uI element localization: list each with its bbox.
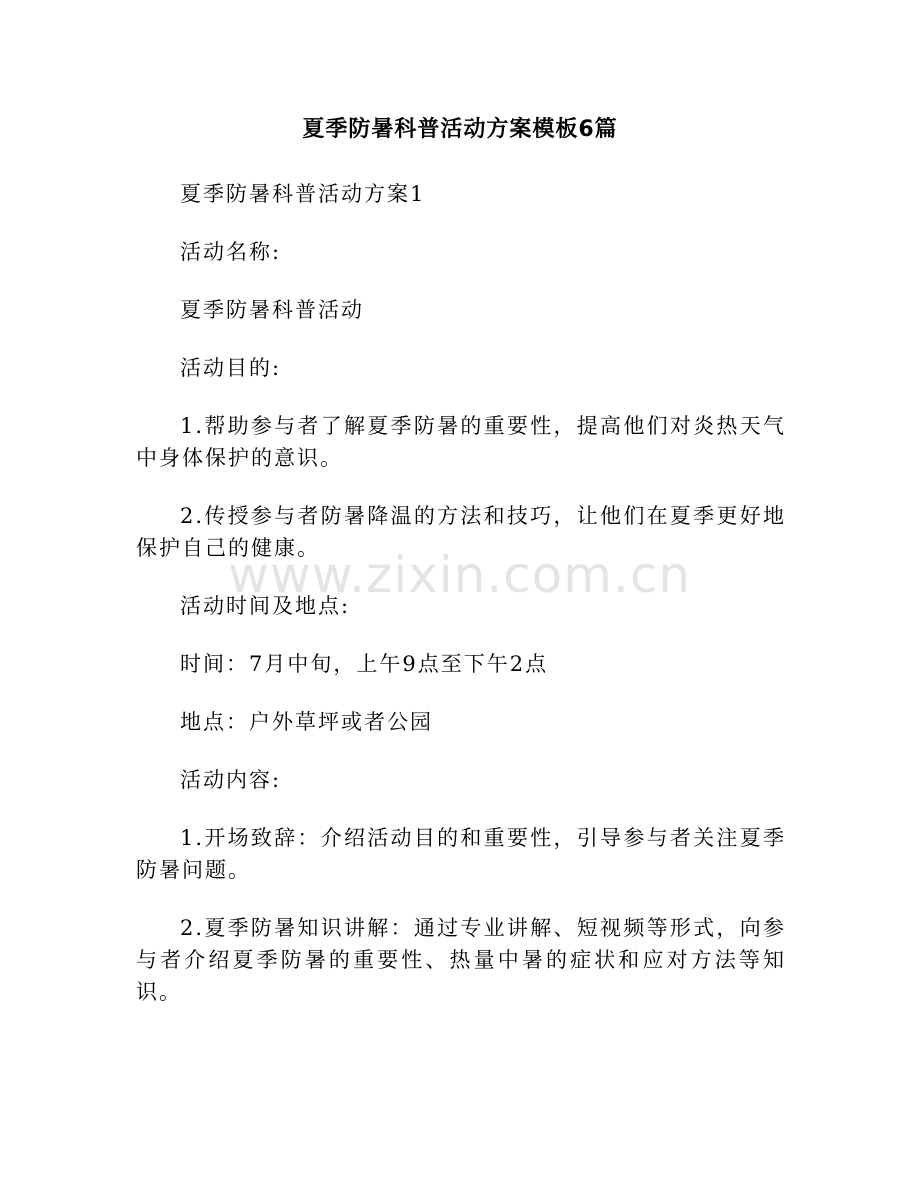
- paragraph: 1.帮助参与者了解夏季防暑的重要性，提高他们对炎热天气中身体保护的意识。: [136, 414, 786, 470]
- paragraph: 活动名称:: [180, 240, 282, 264]
- document-body: [136, 178, 786, 1034]
- watermark: www.zixin.com.cn: [228, 546, 692, 604]
- paragraph: 时间：7月中旬，上午9点至下午2点: [180, 652, 549, 676]
- paragraph: 活动目的:: [180, 356, 282, 380]
- section-heading: 夏季防暑科普活动方案1: [180, 182, 426, 206]
- paragraph: 1.开场致辞：介绍活动目的和重要性，引导参与者关注夏季防暑问题。: [136, 826, 786, 882]
- document-title: 夏季防暑科普活动方案模板6篇: [302, 117, 618, 142]
- paragraph: 活动内容:: [180, 768, 282, 792]
- paragraph: 活动时间及地点:: [180, 594, 351, 618]
- paragraph: 2.夏季防暑知识讲解：通过专业讲解、短视频等形式，向参与者介绍夏季防暑的重要性、热量中暑的症状和应对方法等知识。: [136, 916, 786, 1004]
- paragraph: 2.传授参与者防暑降温的方法和技巧，让他们在夏季更好地保护自己的健康。: [136, 504, 786, 560]
- paragraph: 夏季防暑科普活动: [180, 298, 364, 322]
- paragraph: 地点：户外草坪或者公园: [180, 710, 433, 734]
